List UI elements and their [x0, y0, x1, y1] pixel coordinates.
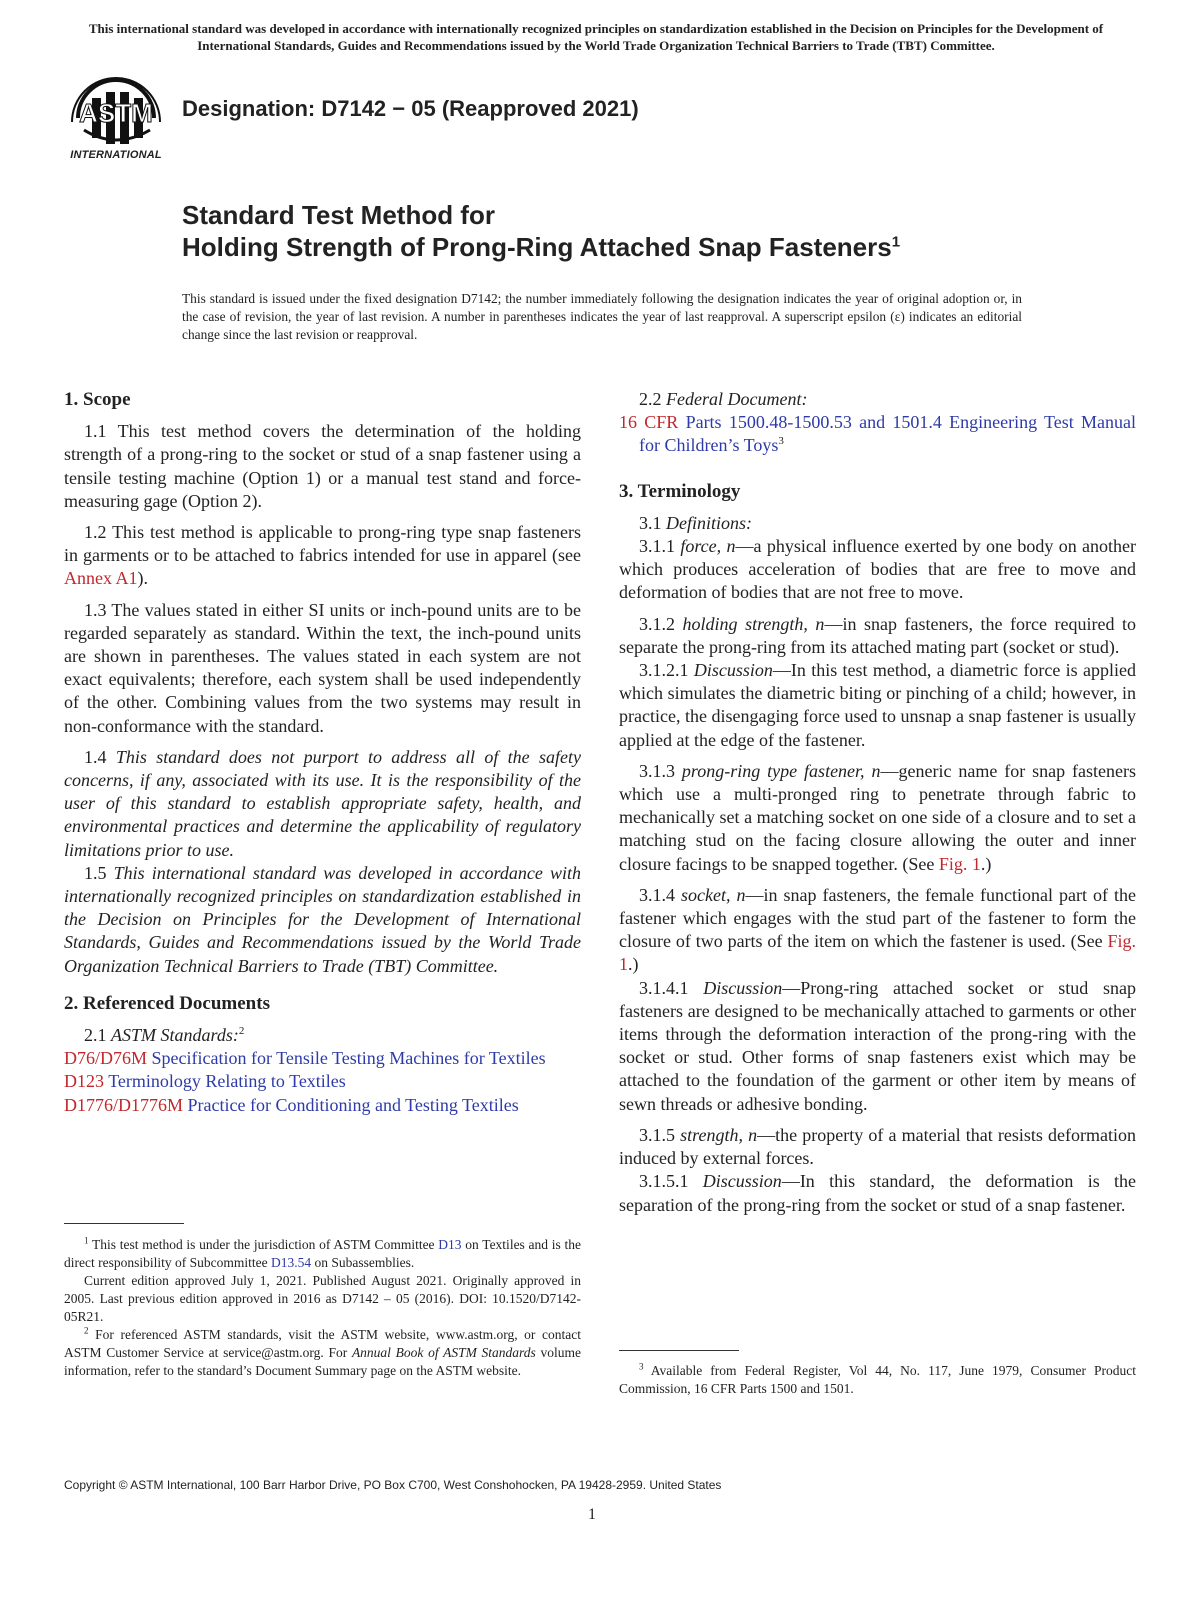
footnote-divider-right: [619, 1350, 739, 1351]
definition-number: 3.1.2: [639, 613, 675, 634]
footnote-2-text: For referenced ASTM standards, visit the ASTM website, www.astm.org, or contact ASTM Customer Service at service@astm.org. For: [64, 1327, 582, 1360]
definition-term: force, n: [680, 536, 736, 557]
copyright: Copyright © ASTM International, 100 Barr Harbor Drive, PO Box C700, West Conshohocken, PA 19428-2959. United States: [64, 1478, 722, 1492]
paragraph-2-1: [64, 1024, 581, 1047]
figure-link[interactable]: Fig. 1: [938, 853, 981, 874]
paragraph-2-2: [619, 388, 1136, 411]
discussion-label: Discussion: [703, 977, 783, 998]
reference-item[interactable]: [64, 1047, 581, 1070]
definition-number: 3.1.5: [639, 1124, 675, 1145]
discussion-text: —In this test method, a diametric force is applied which simulates the diametric biting or pinching of a child; however, in practice, the disengaging force used to unsnap a snap fastener is usually applied at the edge of the fastener.: [619, 660, 1136, 750]
reference-code[interactable]: D123: [64, 1071, 104, 1092]
definition-strength: [619, 1124, 1136, 1170]
paragraph-1-3: 1.3 The values stated in either SI units or inch-pound units are to be regarded separately as standard. Within the text, the inch-pound units are shown in parentheses. The values stated in each system are not exact equivalents; therefore, each system shall be used independently of the other. Combining values from the two systems may result in non-conformance with the standard.: [64, 599, 581, 736]
federal-reference-footnote-mark: 3: [778, 435, 784, 448]
logo-subtext: INTERNATIONAL: [70, 149, 162, 161]
reference-title[interactable]: Specification for Tensile Testing Machines for Textiles: [151, 1048, 546, 1069]
paragraph-2-1-footnote-mark: 2: [238, 1025, 245, 1038]
footnotes-right: [619, 1362, 1136, 1398]
figure-link[interactable]: Fig. 1: [619, 931, 1136, 975]
discussion-number: 3.1.4.1: [639, 977, 689, 998]
footnote-3-mark: 3: [639, 1361, 644, 1372]
paragraph-1-5-number: 1.5: [84, 862, 107, 883]
footnote-2-mark: 2: [84, 1325, 89, 1336]
footnote-2: [64, 1326, 581, 1380]
federal-reference-code[interactable]: 16 CFR: [619, 412, 679, 433]
definition-term: socket, n: [681, 884, 746, 905]
reference-code[interactable]: D1776/D1776M: [64, 1094, 184, 1115]
footnote-1: [64, 1236, 581, 1272]
designation: Designation: D7142 − 05 (Reapproved 2021): [182, 96, 639, 121]
footnote-divider-left: [64, 1223, 184, 1224]
paragraph-1-5: [64, 862, 581, 978]
discussion-label: Discussion: [702, 1171, 782, 1192]
footnote-2-text-2: volume information, refer to the standard’s Document Summary page on the ASTM website.: [64, 1345, 582, 1378]
section-heading-referenced: 2. Referenced Documents: [64, 992, 270, 1014]
federal-reference[interactable]: [619, 411, 1136, 457]
definition-text: —generic name for snap fasteners which use a multi-pronged ring to penetrate through fabric to mechanically set a matching socket on one side of a closure and to set a matching stud on the facing closure allowing the outer and inner closure facings to be snapped together. (See: [619, 760, 1137, 874]
definition-holding-strength: [619, 613, 1136, 659]
reference-title[interactable]: Terminology Relating to Textiles: [108, 1071, 346, 1092]
paragraph-1-2-end: ).: [137, 568, 148, 589]
right-column: [619, 388, 1136, 1225]
discussion-3-1-4-1: [619, 977, 1136, 1116]
paragraph-2-1-text: ASTM Standards:: [111, 1025, 239, 1046]
discussion-text: —In this standard, the deformation is the separation of the prong-ring from the socket or stud of a snap fastener.: [619, 1171, 1137, 1215]
paragraph-1-5-text: This international standard was developed in accordance with internationally recognized principles on standardization established in the Decision on Principles for the Development of International Standards, Guides and Recommendations issued by the World Trade Organization Technical Barriers to Trade (TBT) Committee.: [64, 862, 581, 976]
discussion-number: 3.1.5.1: [639, 1171, 689, 1192]
committee-link[interactable]: D13: [438, 1237, 462, 1252]
definition-socket: [619, 884, 1136, 977]
definition-term: strength, n: [680, 1124, 758, 1145]
title-footnote-mark: 1: [891, 233, 901, 251]
section-heading-terminology: 3. Terminology: [619, 480, 741, 502]
title-text: Holding Strength of Prong-Ring Attached Snap Fasteners: [182, 232, 892, 262]
paragraph-3-1-number: 3.1: [639, 512, 662, 533]
paragraph-1-1: 1.1 This test method covers the determination of the holding strength of a prong-ring to the socket or stud of a snap fastener using a tensile testing machine (Option 1) or a manual test stand and force-measuring gage (Option 2).: [64, 421, 581, 511]
footnote-2-italic: Annual Book of ASTM Standards: [351, 1345, 536, 1360]
definition-force: [619, 535, 1136, 605]
annex-link[interactable]: Annex A1: [64, 568, 138, 589]
reference-item[interactable]: [64, 1070, 581, 1093]
footnote-1-text: This test method is under the jurisdiction of ASTM Committee: [92, 1237, 439, 1252]
definition-end: .): [628, 954, 639, 975]
definition-term: holding strength, n: [682, 613, 825, 634]
subcommittee-link[interactable]: D13.54: [270, 1255, 312, 1270]
reference-item[interactable]: [64, 1094, 581, 1117]
paragraph-1-2: [64, 521, 581, 591]
definition-prong-ring: [619, 760, 1136, 876]
discussion-text: —Prong-ring attached socket or stud snap fasteners are designed to be mechanically attached to garments or other items through the deformation interaction of the prong-ring with the socket or stud. Other forms of snap fasteners exist which may be attached to the foundation of the garment or other item by means of sewn threads or adhesive bonding.: [619, 977, 1137, 1114]
definition-number: 3.1.4: [639, 884, 675, 905]
footnote-1-mark: 1: [84, 1235, 89, 1246]
federal-reference-title[interactable]: Parts 1500.48-1500.53 and 1501.4 Engineering Test Manual for Children’s Toys: [639, 412, 1136, 456]
page-number: 1: [588, 1506, 596, 1523]
definition-term: prong-ring type fastener, n: [681, 760, 881, 781]
definition-text: —a physical influence exerted by one body on another which produces acceleration of bodies that are free to move and deformation of bodies that are not free to move.: [619, 536, 1137, 603]
logo-text: ASTM: [79, 98, 153, 128]
footnote-1-edition: Current edition approved July 1, 2021. Published August 2021. Originally approved in 2005. Last previous edition approved in 2016 as D7142 – 05 (2016). DOI: 10.1520/D7142-05R21.: [64, 1273, 581, 1324]
footnote-3-text: Available from Federal Register, Vol 44, No. 117, June 1979, Consumer Product Commission, 16 CFR Parts 1500 and 1501.: [619, 1363, 1136, 1396]
discussion-number: 3.1.2.1: [639, 660, 689, 681]
discussion-label: Discussion: [693, 660, 773, 681]
paragraph-1-4: [64, 746, 581, 862]
top-notice: This international standard was developed in accordance with internationally recognized principles on standardization established in the Decision on Principles for the Development of International Standards, Guides and Recommendations issued by the World Trade Organization Technical Barriers to Trade (TBT) Committee.: [88, 21, 1104, 53]
discussion-3-1-2-1: [619, 659, 1136, 752]
paragraph-1-2-text: 1.2 This test method is applicable to prong-ring type snap fasteners in garments or to be attached to fabrics intended for use in apparel (see: [64, 522, 581, 566]
title-line-1: Standard Test Method for: [182, 200, 495, 230]
paragraph-1-4-text: This standard does not purport to address all of the safety concerns, if any, associated with its use. It is the responsibility of the user of this standard to establish appropriate safety, health, and environmental practices and determine the applicability of regulatory limitations prior to use.: [64, 746, 582, 860]
footnote-1-text-3: on Subassemblies.: [311, 1255, 415, 1270]
footnote-3: [619, 1362, 1136, 1398]
definition-text: —in snap fasteners, the force required to separate the prong-ring from its attached mating part (socket or stud).: [619, 613, 1137, 657]
discussion-3-1-5-1: [619, 1170, 1136, 1216]
paragraph-3-1: [619, 512, 1136, 535]
paragraph-2-2-text: Federal Document:: [666, 389, 808, 409]
issued-note: This standard is issued under the fixed designation D7142; the number immediately following the designation indicates the year of original adoption or, in the case of revision, the year of last revision. A number in parentheses indicates the year of last reapproval. A superscript epsilon (ε) indicates an editorial change since the last revision or reapproval.: [182, 291, 1022, 342]
definition-end: .): [980, 853, 992, 874]
paragraph-3-1-text: Definitions:: [666, 512, 752, 533]
reference-code[interactable]: D76/D76M: [64, 1048, 148, 1069]
paragraph-2-2-number: 2.2: [639, 389, 662, 409]
definition-number: 3.1.3: [639, 760, 675, 781]
footnote-1-text-2: on Textiles and is the direct responsibility of Subcommittee: [64, 1237, 581, 1270]
reference-title[interactable]: Practice for Conditioning and Testing Textiles: [187, 1094, 519, 1115]
definition-text: —in snap fasteners, the female functional part of the fastener which engages with the stud part of the fastener to form the closure of two parts of the item on which the fastener is used. (See: [619, 884, 1136, 952]
left-column: [64, 388, 581, 1117]
definition-number: 3.1.1: [639, 536, 675, 557]
definition-text: —the property of a material that resists deformation induced by external forces.: [619, 1124, 1136, 1169]
section-heading-scope: 1. Scope: [64, 389, 131, 410]
paragraph-1-4-number: 1.4: [84, 746, 107, 767]
footnotes-left: [64, 1236, 581, 1380]
paragraph-2-1-number: 2.1: [84, 1025, 107, 1046]
title-line-2: [182, 232, 900, 263]
